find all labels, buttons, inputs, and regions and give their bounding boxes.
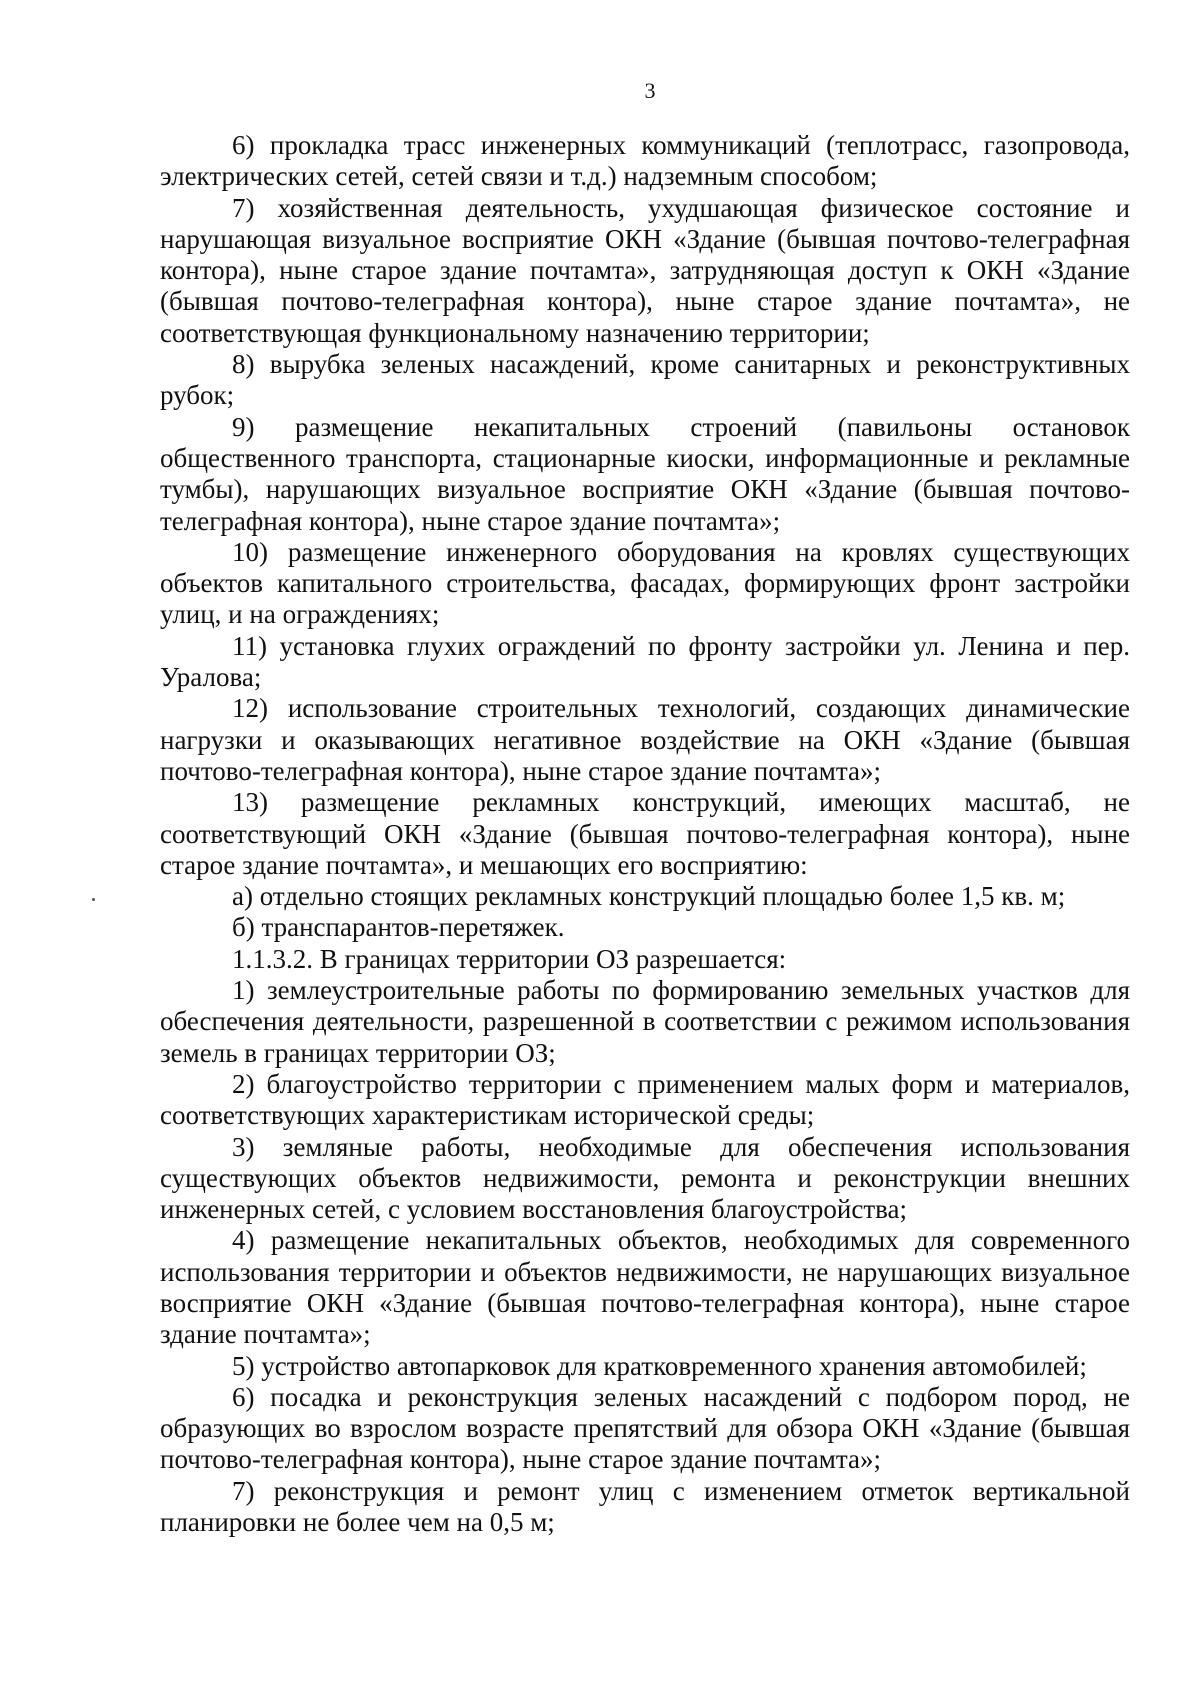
paragraph-item: 12) использование строительных технологий, создающих динамические нагрузки и оказывающих негативное воздействие на ОКН «Здание (бывшая почтово-телеграфная контора), ныне старое здание почтамта»; xyxy=(160,693,1130,786)
document-body xyxy=(160,130,1130,1538)
paragraph-item: 7) реконструкция и ремонт улиц с изменением отметок вертикальной планировки не более чем на 0,5 м; xyxy=(160,1475,1130,1538)
paragraph-item: 8) вырубка зеленых насаждений, кроме санитарных и реконструктивных рубок; xyxy=(160,349,1130,411)
paragraph-item: 2) благоустройство территории с применением малых форм и материалов, соответствующих характеристикам исторической среды; xyxy=(160,1068,1130,1131)
paragraph-subitem: б) транспарантов-перетяжек. xyxy=(232,912,565,943)
paragraph-item: 3) земляные работы, необходимые для обеспечения использования существующих объектов недвижимости, ремонта и реконструкции внешних инженерных сетей, с условием восстановления благоустройства; xyxy=(160,1131,1130,1225)
scan-speck xyxy=(92,898,95,901)
paragraph-subitem: а) отдельно стоящих рекламных конструкций площадью более 1,5 кв. м; xyxy=(232,881,1066,912)
paragraph-item: 9) размещение некапитальных строений (павильоны остановок общественного транспорта, стационарные киоски, информационные и рекламные тумбы), нарушающих визуальное восприятие ОКН «Здание (бывшая почтово-телеграфная контора), ныне старое здание почтамта»; xyxy=(160,411,1130,536)
paragraph-item: 5) устройство автопарковок для кратковременного хранения автомобилей; xyxy=(232,1350,1087,1381)
paragraph-item: 10) размещение инженерного оборудования на кровлях существующих объектов капитального строительства, фасадах, формирующих фронт застройки улиц, и на ограждениях; xyxy=(160,536,1130,630)
section-heading: 1.1.3.2. В границах территории ОЗ разрешается: xyxy=(232,943,787,974)
paragraph-item: 7) хозяйственная деятельность, ухудшающая физическое состояние и нарушающая визуальное восприятие ОКН «Здание (бывшая почтово-телеграфная контора), ныне старое здание почтамта», затрудняющая доступ к ОКН «Здание (бывшая почтово-телеграфная контора), ныне старое здание почтамта», не соответствующая функциональному назначению территории; xyxy=(160,192,1130,348)
page-number: 3 xyxy=(644,78,656,103)
paragraph-item: 11) установка глухих ограждений по фронту застройки ул. Ленина и пер. Уралова; xyxy=(160,630,1130,693)
paragraph-item: 4) размещение некапитальных объектов, необходимых для современного использования территории и объектов недвижимости, не нарушающих визуальное восприятие ОКН «Здание (бывшая почтово-телеграфная контора), ныне старое здание почтамта»; xyxy=(160,1225,1130,1350)
paragraph-item: 6) посадка и реконструкция зеленых насаждений с подбором пород, не образующих во взрослом возрасте препятствий для обзора ОКН «Здание (бывшая почтово-телеграфная контора), ныне старое здание почтамта»; xyxy=(160,1381,1130,1475)
paragraph-item: 13) размещение рекламных конструкций, имеющих масштаб, не соответствующий ОКН «Здание (бывшая почтово-телеграфная контора), ныне старое здание почтамта», и мешающих его восприятию: xyxy=(160,787,1130,880)
paragraph-item: 6) прокладка трасс инженерных коммуникаций (теплотрасс, газопровода, электрических сетей, сетей связи и т.д.) надземным способом; xyxy=(160,130,1130,192)
paragraph-item: 1) землеустроительные работы по формированию земельных участков для обеспечения деятельности, разрешенной в соответствии с режимом использования земель в границах территории ОЗ; xyxy=(160,975,1130,1068)
